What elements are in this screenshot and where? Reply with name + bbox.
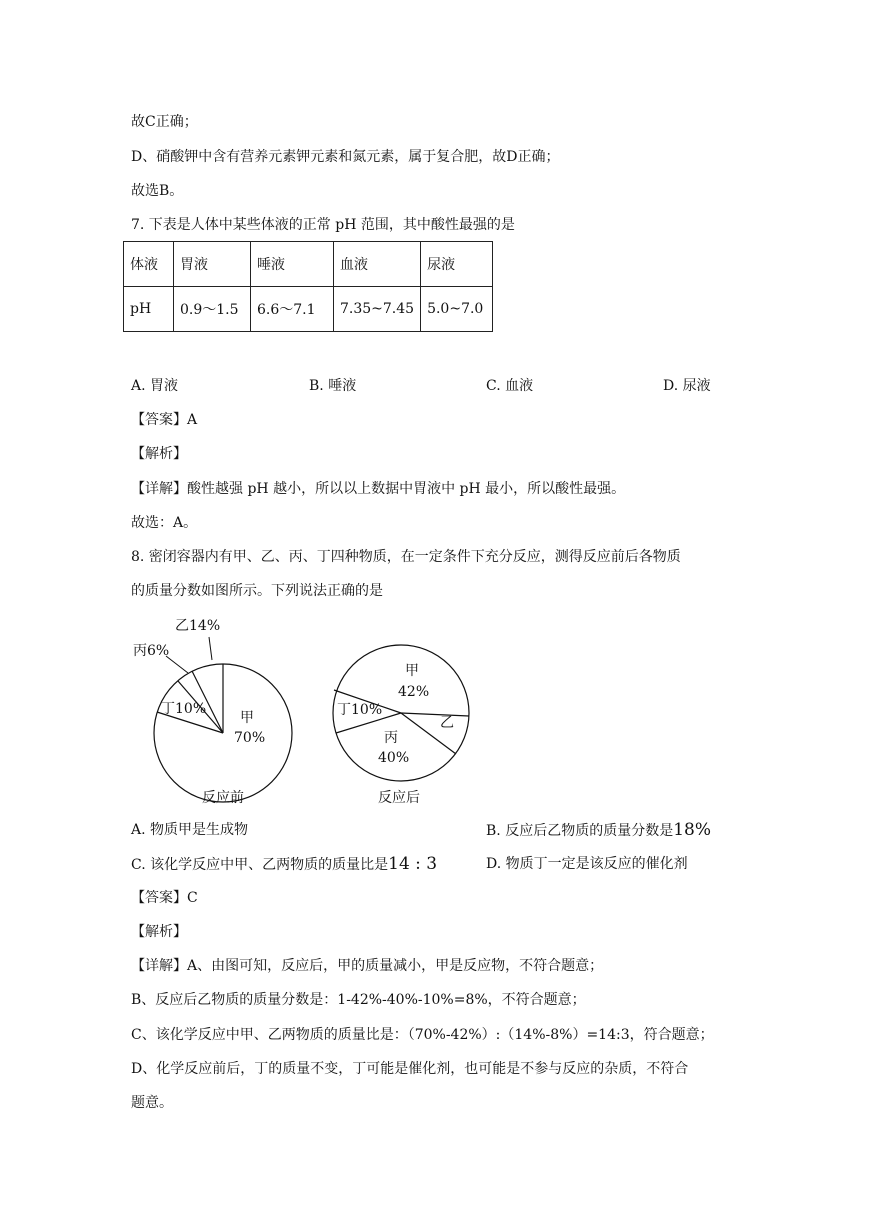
table-cell: 7.35~7.45 — [334, 287, 421, 332]
conclusion-text: 故选：A。 — [131, 515, 198, 531]
option-b: B. 唾液 — [309, 378, 357, 394]
label-yi: 乙14% — [175, 618, 221, 634]
option-a: A. 物质甲是生成物 — [131, 822, 249, 838]
option-b-value: 18% — [673, 820, 711, 840]
label-jia: 甲 — [240, 710, 254, 726]
text-line: D、硝酸钾中含有营养元素钾元素和氮元素，属于复合肥，故D正确； — [131, 149, 560, 165]
option-d: D. 物质丁一定是该反应的催化剂 — [486, 856, 688, 872]
table-cell: 0.9～1.5 — [174, 287, 251, 332]
option-b — [486, 820, 711, 841]
caption-before: 反应前 — [202, 790, 244, 806]
option-d: D. 尿液 — [663, 378, 711, 394]
label-bing: 丙6% — [133, 643, 170, 659]
label-jia-value: 42% — [398, 684, 430, 700]
analysis-heading: 【解析】 — [131, 446, 187, 462]
answer: 【答案】A — [131, 412, 198, 428]
option-a: A. 胃液 — [131, 378, 179, 394]
label-jia-value: 70% — [234, 730, 266, 746]
analysis-heading: 【解析】 — [131, 924, 187, 940]
option-c-value: 14 : 3 — [388, 854, 438, 874]
option-c: C. 血液 — [486, 378, 534, 394]
label-ding: 丁10% — [337, 702, 383, 718]
table-cell: pH — [124, 287, 174, 332]
table-cell: 胃液 — [174, 242, 251, 287]
option-b-text: B. 反应后乙物质的质量分数是 — [486, 823, 674, 839]
table-cell: 尿液 — [421, 242, 493, 287]
table-cell: 6.6～7.1 — [251, 287, 334, 332]
table-cell: 5.0~7.0 — [421, 287, 493, 332]
label-yi: 乙 — [440, 715, 454, 731]
detail-text: C、该化学反应中甲、乙两物质的质量比是：（70%-42%）:（14%-8%）=14:3，符合题意； — [131, 1027, 714, 1043]
answer: 【答案】C — [131, 890, 198, 906]
table-cell: 血液 — [334, 242, 421, 287]
option-c-text: C. 该化学反应中甲、乙两物质的质量比是 — [131, 857, 389, 873]
question-8-stem: 的质量分数如图所示。下列说法正确的是 — [131, 583, 383, 599]
label-bing-value: 40% — [378, 750, 410, 766]
pie-before — [133, 618, 292, 806]
detail-text: 【详解】酸性越强 pH 越小，所以以上数据中胃液中 pH 最小，所以酸性最强。 — [131, 481, 626, 497]
detail-text: 【详解】A、由图可知，反应后，甲的质量减小，甲是反应物，不符合题意； — [131, 958, 604, 974]
text-line: 故选B。 — [131, 183, 184, 199]
table-cell: 体液 — [124, 242, 174, 287]
detail-text: 题意。 — [131, 1095, 173, 1111]
question-7-stem: 7. 下表是人体中某些体液的正常 pH 范围，其中酸性最强的是 — [131, 217, 515, 233]
option-c — [131, 854, 437, 875]
label-jia: 甲 — [405, 663, 419, 679]
caption-after: 反应后 — [378, 790, 420, 806]
question-8-stem: 8. 密闭容器内有甲、乙、丙、丁四种物质，在一定条件下充分反应，测得反应前后各物质 — [131, 549, 681, 565]
table-cell: 唾液 — [251, 242, 334, 287]
detail-text: D、化学反应前后，丁的质量不变，丁可能是催化剂，也可能是不参与反应的杂质，不符合 — [131, 1061, 689, 1077]
detail-text: B、反应后乙物质的质量分数是：1-42%-40%-10%=8%，不符合题意； — [131, 992, 586, 1008]
label-ding: 丁10% — [161, 701, 207, 717]
text-line: 故C正确； — [131, 114, 198, 130]
label-bing: 丙 — [384, 730, 398, 746]
pie-after — [333, 645, 469, 806]
